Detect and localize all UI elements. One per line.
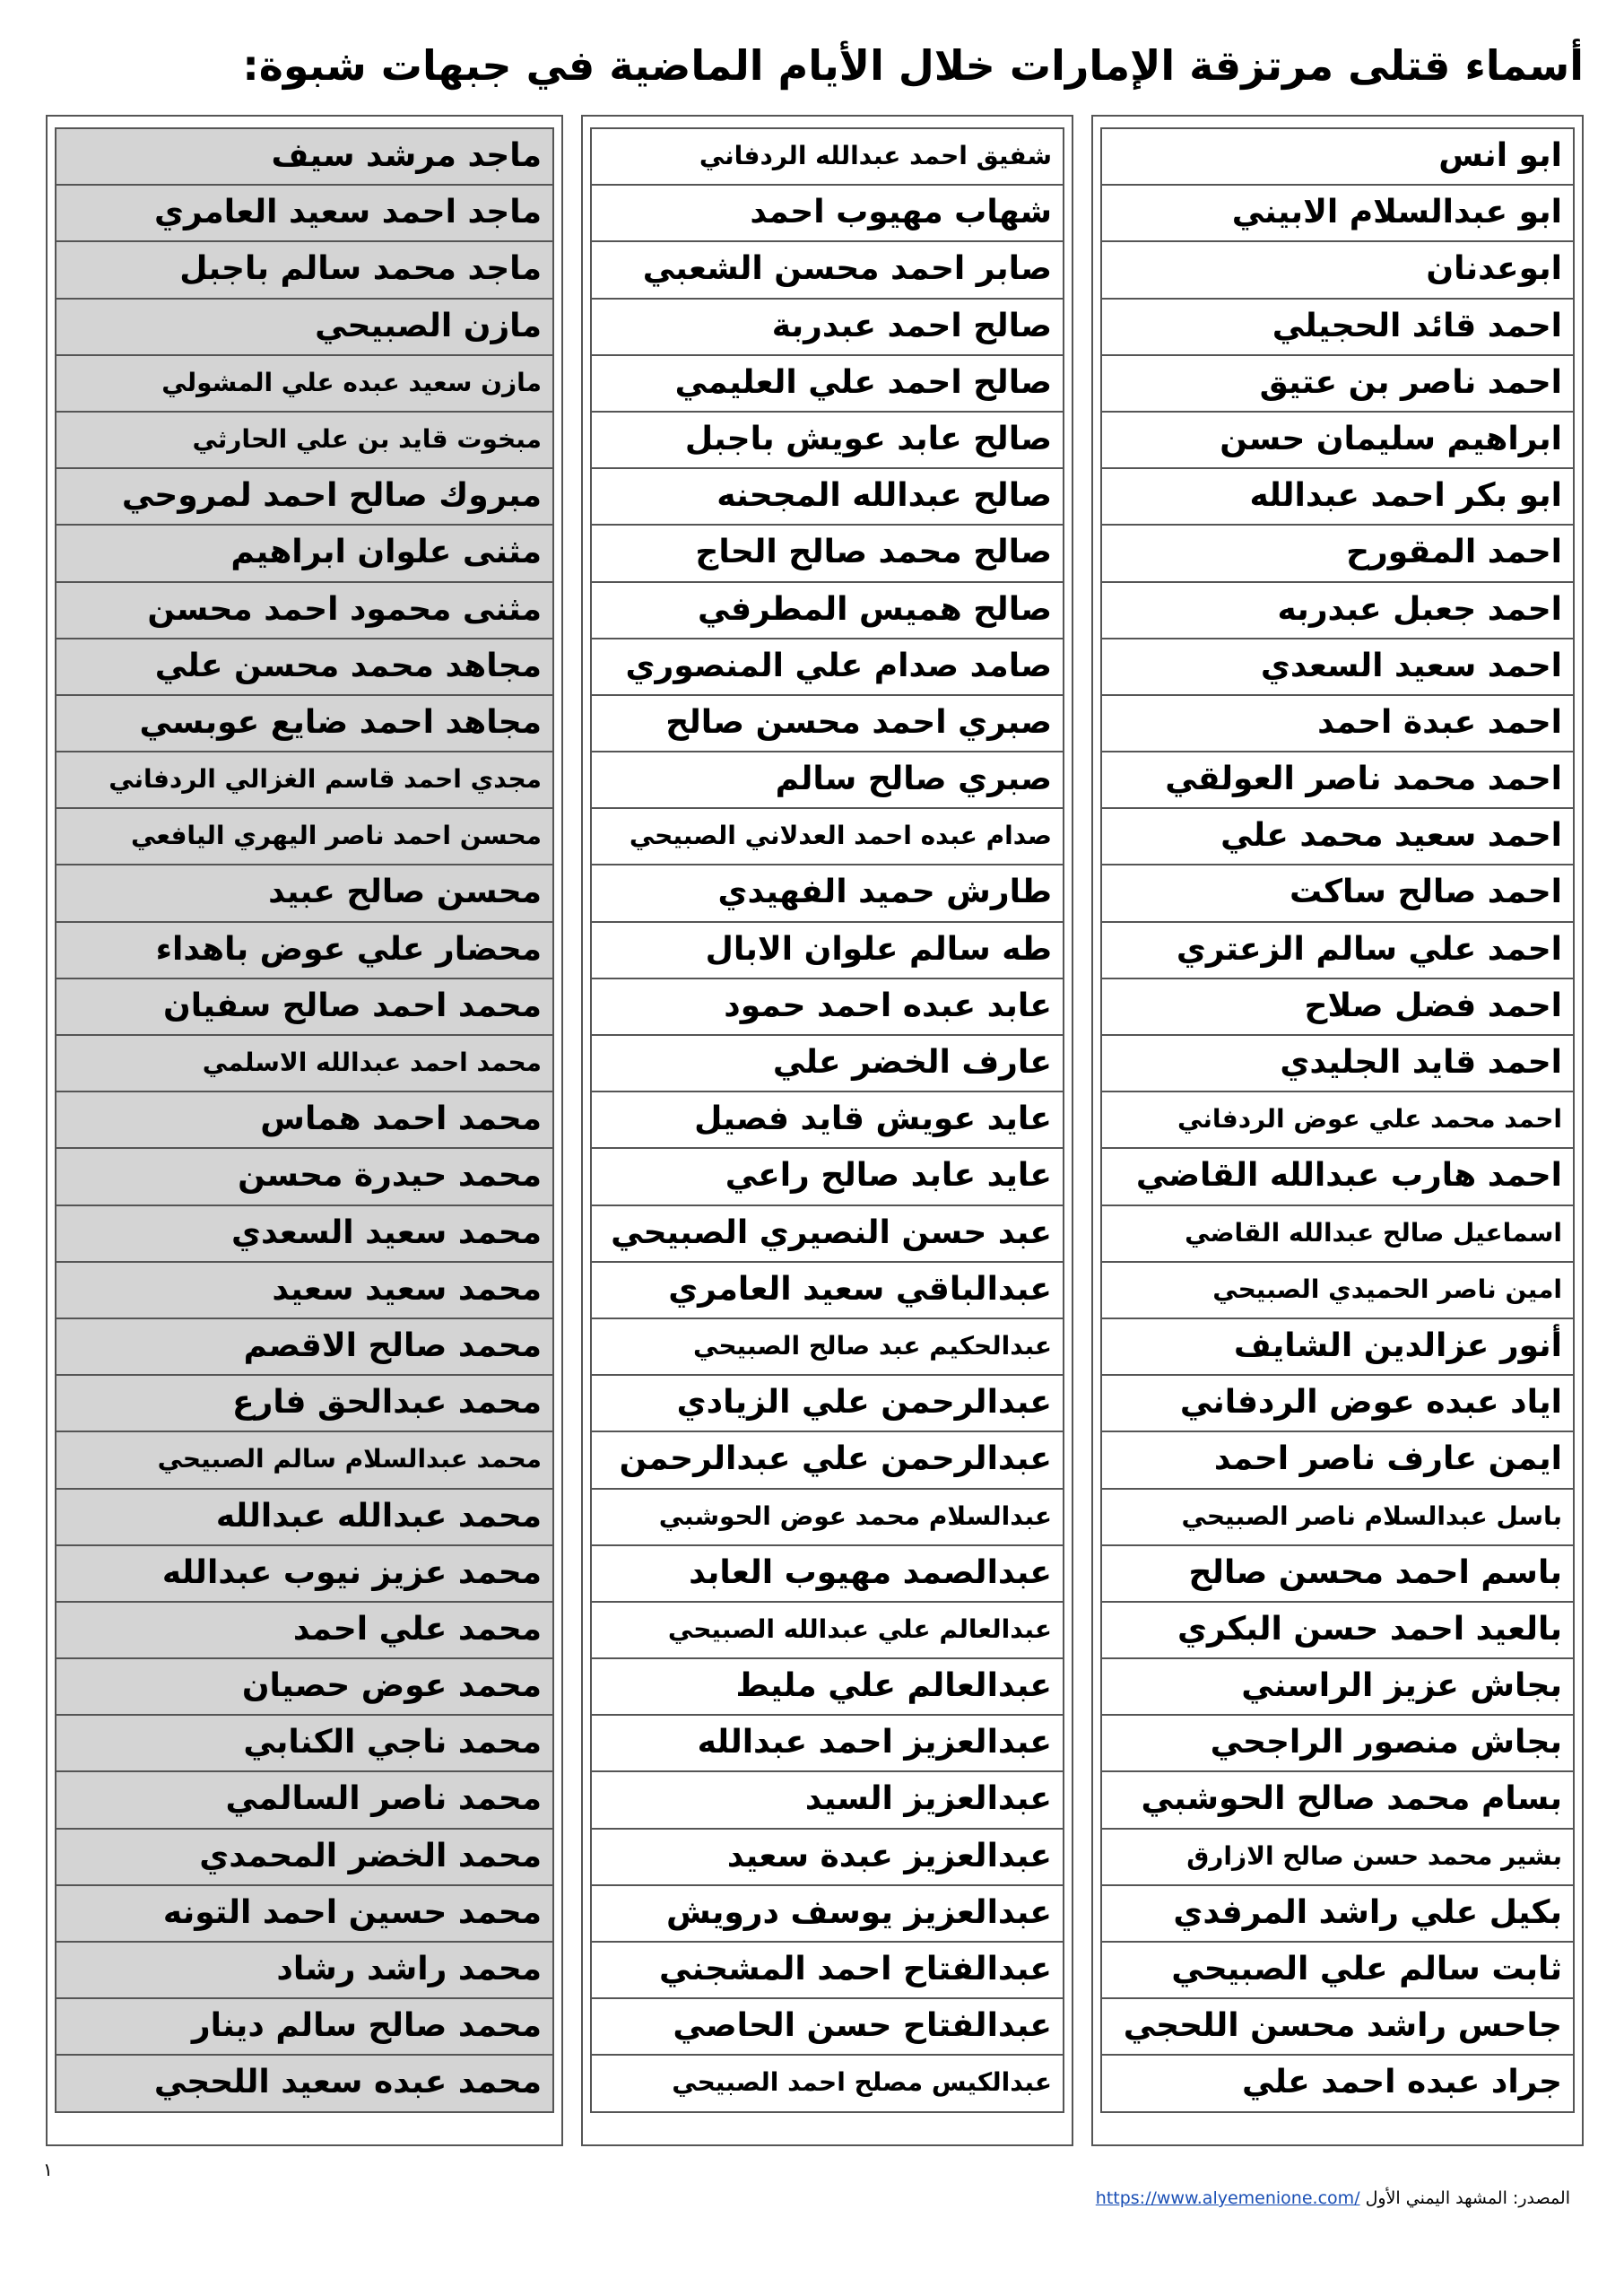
name-cell: محمد سعيد السعدي xyxy=(55,1206,554,1263)
name-cell: محمد عزيز نيوب عبدالله xyxy=(55,1546,554,1603)
name-cell: جاحس راشد محسن اللحجي xyxy=(1100,1999,1575,2056)
name-cell: عبدالسلام محمد عوض الحوشبي xyxy=(590,1490,1064,1546)
name-cell: صالح احمد علي العليمي xyxy=(590,356,1064,413)
name-cell: عارف الخضر علي xyxy=(590,1036,1064,1092)
name-cell: احمد علي سالم الزعتري xyxy=(1100,923,1575,979)
name-cell: مازن الصبيحي xyxy=(55,300,554,356)
name-cell: ابراهيم سليمان حسن xyxy=(1100,413,1575,469)
name-cell: صابر احمد محسن الشعبي xyxy=(590,242,1064,299)
name-cell: عابد عبده احمد حمود xyxy=(590,979,1064,1036)
name-cell: عبدالعزيز يوسف درويش xyxy=(590,1886,1064,1943)
name-cell: عبدالعزيز السيد xyxy=(590,1772,1064,1829)
name-cell: عبدالحكيم عبد صالح الصبيحي xyxy=(590,1319,1064,1376)
name-cell: محمد صالح الاقصم xyxy=(55,1319,554,1376)
name-cell: محمد حيدرة محسن xyxy=(55,1149,554,1205)
name-cell: أنور عزالدين الشايف xyxy=(1100,1319,1575,1376)
name-cell: عبدالفتاح احمد المشجني xyxy=(590,1943,1064,1999)
name-cell: محمد حسين احمد التونه xyxy=(55,1886,554,1943)
name-cell: صالح عابد عويش باجبل xyxy=(590,413,1064,469)
names-column-2 xyxy=(581,115,1073,2146)
name-cell: بجاش عزيز الراسني xyxy=(1100,1659,1575,1716)
name-cell: احمد سعيد السعدي xyxy=(1100,639,1575,696)
name-cell: محمد الخضر المحمدي xyxy=(55,1830,554,1886)
name-cell: ايمن عارف ناصر احمد xyxy=(1100,1432,1575,1489)
name-cell: محسن احمد ناصر اليهري اليافعي xyxy=(55,809,554,865)
name-cell: مبروك صالح احمد لمروحي xyxy=(55,469,554,526)
name-cell: عبدالباقي سعيد العامري xyxy=(590,1263,1064,1319)
name-cell: ماجد مرشد سيف xyxy=(55,129,554,186)
name-cell: محضار علي عوض باهداء xyxy=(55,923,554,979)
name-cell: عبدالفتاح حسن الحاصي xyxy=(590,1999,1064,2056)
name-cell: مثنى محمود احمد محسن xyxy=(55,583,554,639)
names-column-1 xyxy=(1091,115,1584,2146)
name-cell: محمد صالح سالم دينار xyxy=(55,1999,554,2056)
name-cell: عبدالرحمن علي الزيادي xyxy=(590,1376,1064,1432)
name-cell: ثابت سالم علي الصبيحي xyxy=(1100,1943,1575,1999)
name-cell: محسن صالح عبيد xyxy=(55,865,554,922)
name-cell: ماجد محمد سالم باجبل xyxy=(55,242,554,299)
name-cell: محمد علي احمد xyxy=(55,1603,554,1659)
name-cell: احمد عبدة احمد xyxy=(1100,696,1575,752)
name-cell: مجاهد احمد ضايع عوبسي xyxy=(55,696,554,752)
name-cell: صبري احمد محسن صالح xyxy=(590,696,1064,752)
name-cell: عبد حسن النصيري الصبيحي xyxy=(590,1206,1064,1263)
name-cell: محمد راشد رشاد xyxy=(55,1943,554,1999)
name-cell: احمد سعيد محمد علي xyxy=(1100,809,1575,865)
name-cell: طه سالم علوان الابال xyxy=(590,923,1064,979)
name-cell: اسماعيل صالح عبدالله القاضي xyxy=(1100,1206,1575,1263)
name-cell: احمد جعبل عبدربه xyxy=(1100,583,1575,639)
name-cell: احمد محمد ناصر العولقي xyxy=(1100,752,1575,809)
name-cell: ابو انس xyxy=(1100,129,1575,186)
name-cell: محمد ناجي الكنابي xyxy=(55,1716,554,1772)
name-cell: صامد صدام علي المنصوري xyxy=(590,639,1064,696)
name-cell: محمد عبده سعيد اللحجي xyxy=(55,2056,554,2112)
name-cell: محمد عوض حصيان xyxy=(55,1659,554,1716)
name-cell: عبدالعالم علي مليط xyxy=(590,1659,1064,1716)
name-cell: مبخوت قايد بن علي الحارثي xyxy=(55,413,554,469)
name-cell: احمد قائد الحجيلي xyxy=(1100,300,1575,356)
name-cell: احمد صالح ساكت xyxy=(1100,865,1575,922)
source-label: المصدر: المشهد اليمني الأول xyxy=(1365,2188,1570,2208)
name-cell: طارش حميد الفهيدي xyxy=(590,865,1064,922)
name-cell: احمد ناصر بن عتيق xyxy=(1100,356,1575,413)
name-cell: بكيل علي راشد المرفدي xyxy=(1100,1886,1575,1943)
name-cell: امين ناصر الحميدي الصبيحي xyxy=(1100,1263,1575,1319)
name-cell: عبدالكيس مصلح احمد الصبيحي xyxy=(590,2056,1064,2112)
name-cell: احمد المقورح xyxy=(1100,526,1575,582)
name-cell: محمد عبدالله عبدالله xyxy=(55,1490,554,1546)
name-cell: احمد هارب عبدالله القاضي xyxy=(1100,1149,1575,1205)
name-cell: صالح عبدالله المجحنه xyxy=(590,469,1064,526)
name-cell: صالح محمد صالح الحاج xyxy=(590,526,1064,582)
name-cell: مازن سعيد عبده علي المشولي xyxy=(55,356,554,413)
page-number: ١ xyxy=(43,2159,53,2180)
name-cell: مجاهد محمد محسن علي xyxy=(55,639,554,696)
name-cell: عبدالعزيز احمد عبدالله xyxy=(590,1716,1064,1772)
name-cell: محمد ناصر السالمي xyxy=(55,1772,554,1829)
name-cell: محمد احمد هماس xyxy=(55,1092,554,1149)
name-cell: باسل عبدالسلام ناصر الصبيحي xyxy=(1100,1490,1575,1546)
name-cell: صالح هميس المطرفي xyxy=(590,583,1064,639)
name-cell: بسام محمد صالح الحوشبي xyxy=(1100,1772,1575,1829)
name-cell: شفيق احمد عبدالله الردفاني xyxy=(590,129,1064,186)
name-cell: صبري صالح سالم xyxy=(590,752,1064,809)
name-cell: باسم احمد محسن صالح xyxy=(1100,1546,1575,1603)
name-cell: عبدالصمد مهيوب العابد xyxy=(590,1546,1064,1603)
names-column-3 xyxy=(46,115,563,2146)
name-cell: مجدي احمد قاسم الغزالي الردفاني xyxy=(55,752,554,809)
name-cell: شهاب مهيوب احمد xyxy=(590,186,1064,242)
name-cell: محمد احمد صالح سفيان xyxy=(55,979,554,1036)
source-line xyxy=(1096,2188,1570,2208)
name-cell: ابو عبدالسلام الابيني xyxy=(1100,186,1575,242)
name-cell: عايد عويش قايد فصيل xyxy=(590,1092,1064,1149)
name-cell: اياد عبده عوض الردفاني xyxy=(1100,1376,1575,1432)
name-cell: بجاش منصور الراجحي xyxy=(1100,1716,1575,1772)
page-title: أسماء قتلى مرتزقة الإمارات خلال الأيام الماضية في جبهات شبوة: xyxy=(242,41,1584,90)
name-cell: محمد سعيد سعيد xyxy=(55,1263,554,1319)
name-cell: عبدالعالم علي عبدالله الصبيحي xyxy=(590,1603,1064,1659)
name-cell: عبدالعزيز عبدة سعيد xyxy=(590,1830,1064,1886)
name-cell: احمد فضل صلاح xyxy=(1100,979,1575,1036)
name-cell: محمد عبدالسلام سالم الصبيحي xyxy=(55,1432,554,1489)
name-cell: جراد عبده احمد علي xyxy=(1100,2056,1575,2112)
source-link[interactable]: https://www.alyemenione.com/ xyxy=(1095,2188,1360,2208)
name-cell: ابوعدنان xyxy=(1100,242,1575,299)
name-cell: محمد عبدالحق فارع xyxy=(55,1376,554,1432)
name-cell: مثنى علوان ابراهيم xyxy=(55,526,554,582)
name-cell: ابو بكر احمد عبدالله xyxy=(1100,469,1575,526)
name-cell: ماجد احمد سعيد العامري xyxy=(55,186,554,242)
name-cell: احمد محمد علي عوض الردفاني xyxy=(1100,1092,1575,1149)
name-cell: بشير محمد حسن صالح الازارق xyxy=(1100,1830,1575,1886)
names-tables xyxy=(46,115,1584,2146)
name-cell: عايد عابد صالح راعي xyxy=(590,1149,1064,1205)
name-cell: صدام عبده احمد العدلاني الصبيحي xyxy=(590,809,1064,865)
name-cell: بالعيد احمد حسن البكري xyxy=(1100,1603,1575,1659)
name-cell: عبدالرحمن علي عبدالرحمن xyxy=(590,1432,1064,1489)
name-cell: صالح احمد عبدربة xyxy=(590,300,1064,356)
name-cell: محمد احمد عبدالله الاسلمي xyxy=(55,1036,554,1092)
name-cell: احمد قايد الجليدي xyxy=(1100,1036,1575,1092)
